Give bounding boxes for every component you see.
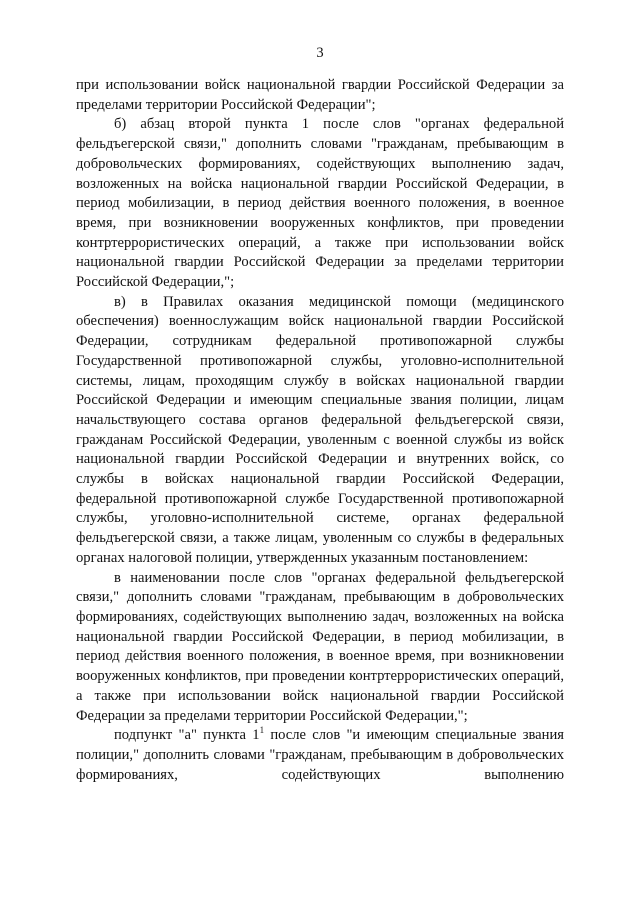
page-number: 3 xyxy=(316,45,324,61)
superscript-index: 1 xyxy=(259,725,265,736)
paragraph-naimenovanie: в наименовании после слов "органах федеральной фельдъегерской связи," дополнить словами "гражданам, пребывающим в добровольческих формированиях, содействующих выполнению задач, возложенных на войска национальной гвардии Российской Федерации, в период мобилизации, в период действия военного положения, в военное время, при возникновении вооруженных конфликтов, при проведении контртеррористических операций, а также при использовании войск национальной гвардии Российской Федерации за пределами территории Российской Федерации,"; xyxy=(76,569,564,724)
paragraph-podpunkt-a-rest: после слов "и имеющим специальные звания полиции," дополнить словами "гражданам, пребывающим в добровольческих формированиях, содействующих выполнению xyxy=(76,727,564,783)
paragraph-podpunkt-a-start: подпункт "а" пункта 1 xyxy=(114,727,260,744)
paragraph-podpunkt-a xyxy=(76,726,564,785)
document-body xyxy=(76,76,564,785)
paragraph-v: в) в Правилах оказания медицинской помощи (медицинского обеспечения) военнослужащим войск национальной гвардии Российской Федерации, сотрудникам федеральной противопожарной службы Государственной противопожарной службы, уголовно-исполнительной системы, лицам, проходящим службу в войсках национальной гвардии Российской Федерации и имеющим специальные звания полиции, лицам начальствующего состава органов федеральной фельдъегерской связи, гражданам Российской Федерации, уволенным с военной службы из войск национальной гвардии Российской Федерации и внутренних войск, со службы в войсках национальной гвардии Российской Федерации, федеральной противопожарной службе Государственной противопожарной службы, уголовно-исполнительной системе, органах федеральной фельдъегерской связи, а также лицам, уволенным со службы в федеральных органах налоговой полиции, утвержденных указанным постановлением: xyxy=(76,293,564,566)
paragraph-b: б) абзац второй пункта 1 после слов "органах федеральной фельдъегерской связи," дополнить словами "гражданам, пребывающим в добровольческих формированиях, содействующих выполнению задач, возложенных на войска национальной гвардии Российской Федерации, в период мобилизации, в период действия военного положения, в военное время, при возникновении вооруженных конфликтов, при проведении контртеррористических операций, а также при использовании войск национальной гвардии Российской Федерации за пределами территории Российской Федерации,"; xyxy=(76,116,564,291)
paragraph-continuation: при использовании войск национальной гвардии Российской Федерации за пределами территории Российской Федерации"; xyxy=(76,77,564,113)
